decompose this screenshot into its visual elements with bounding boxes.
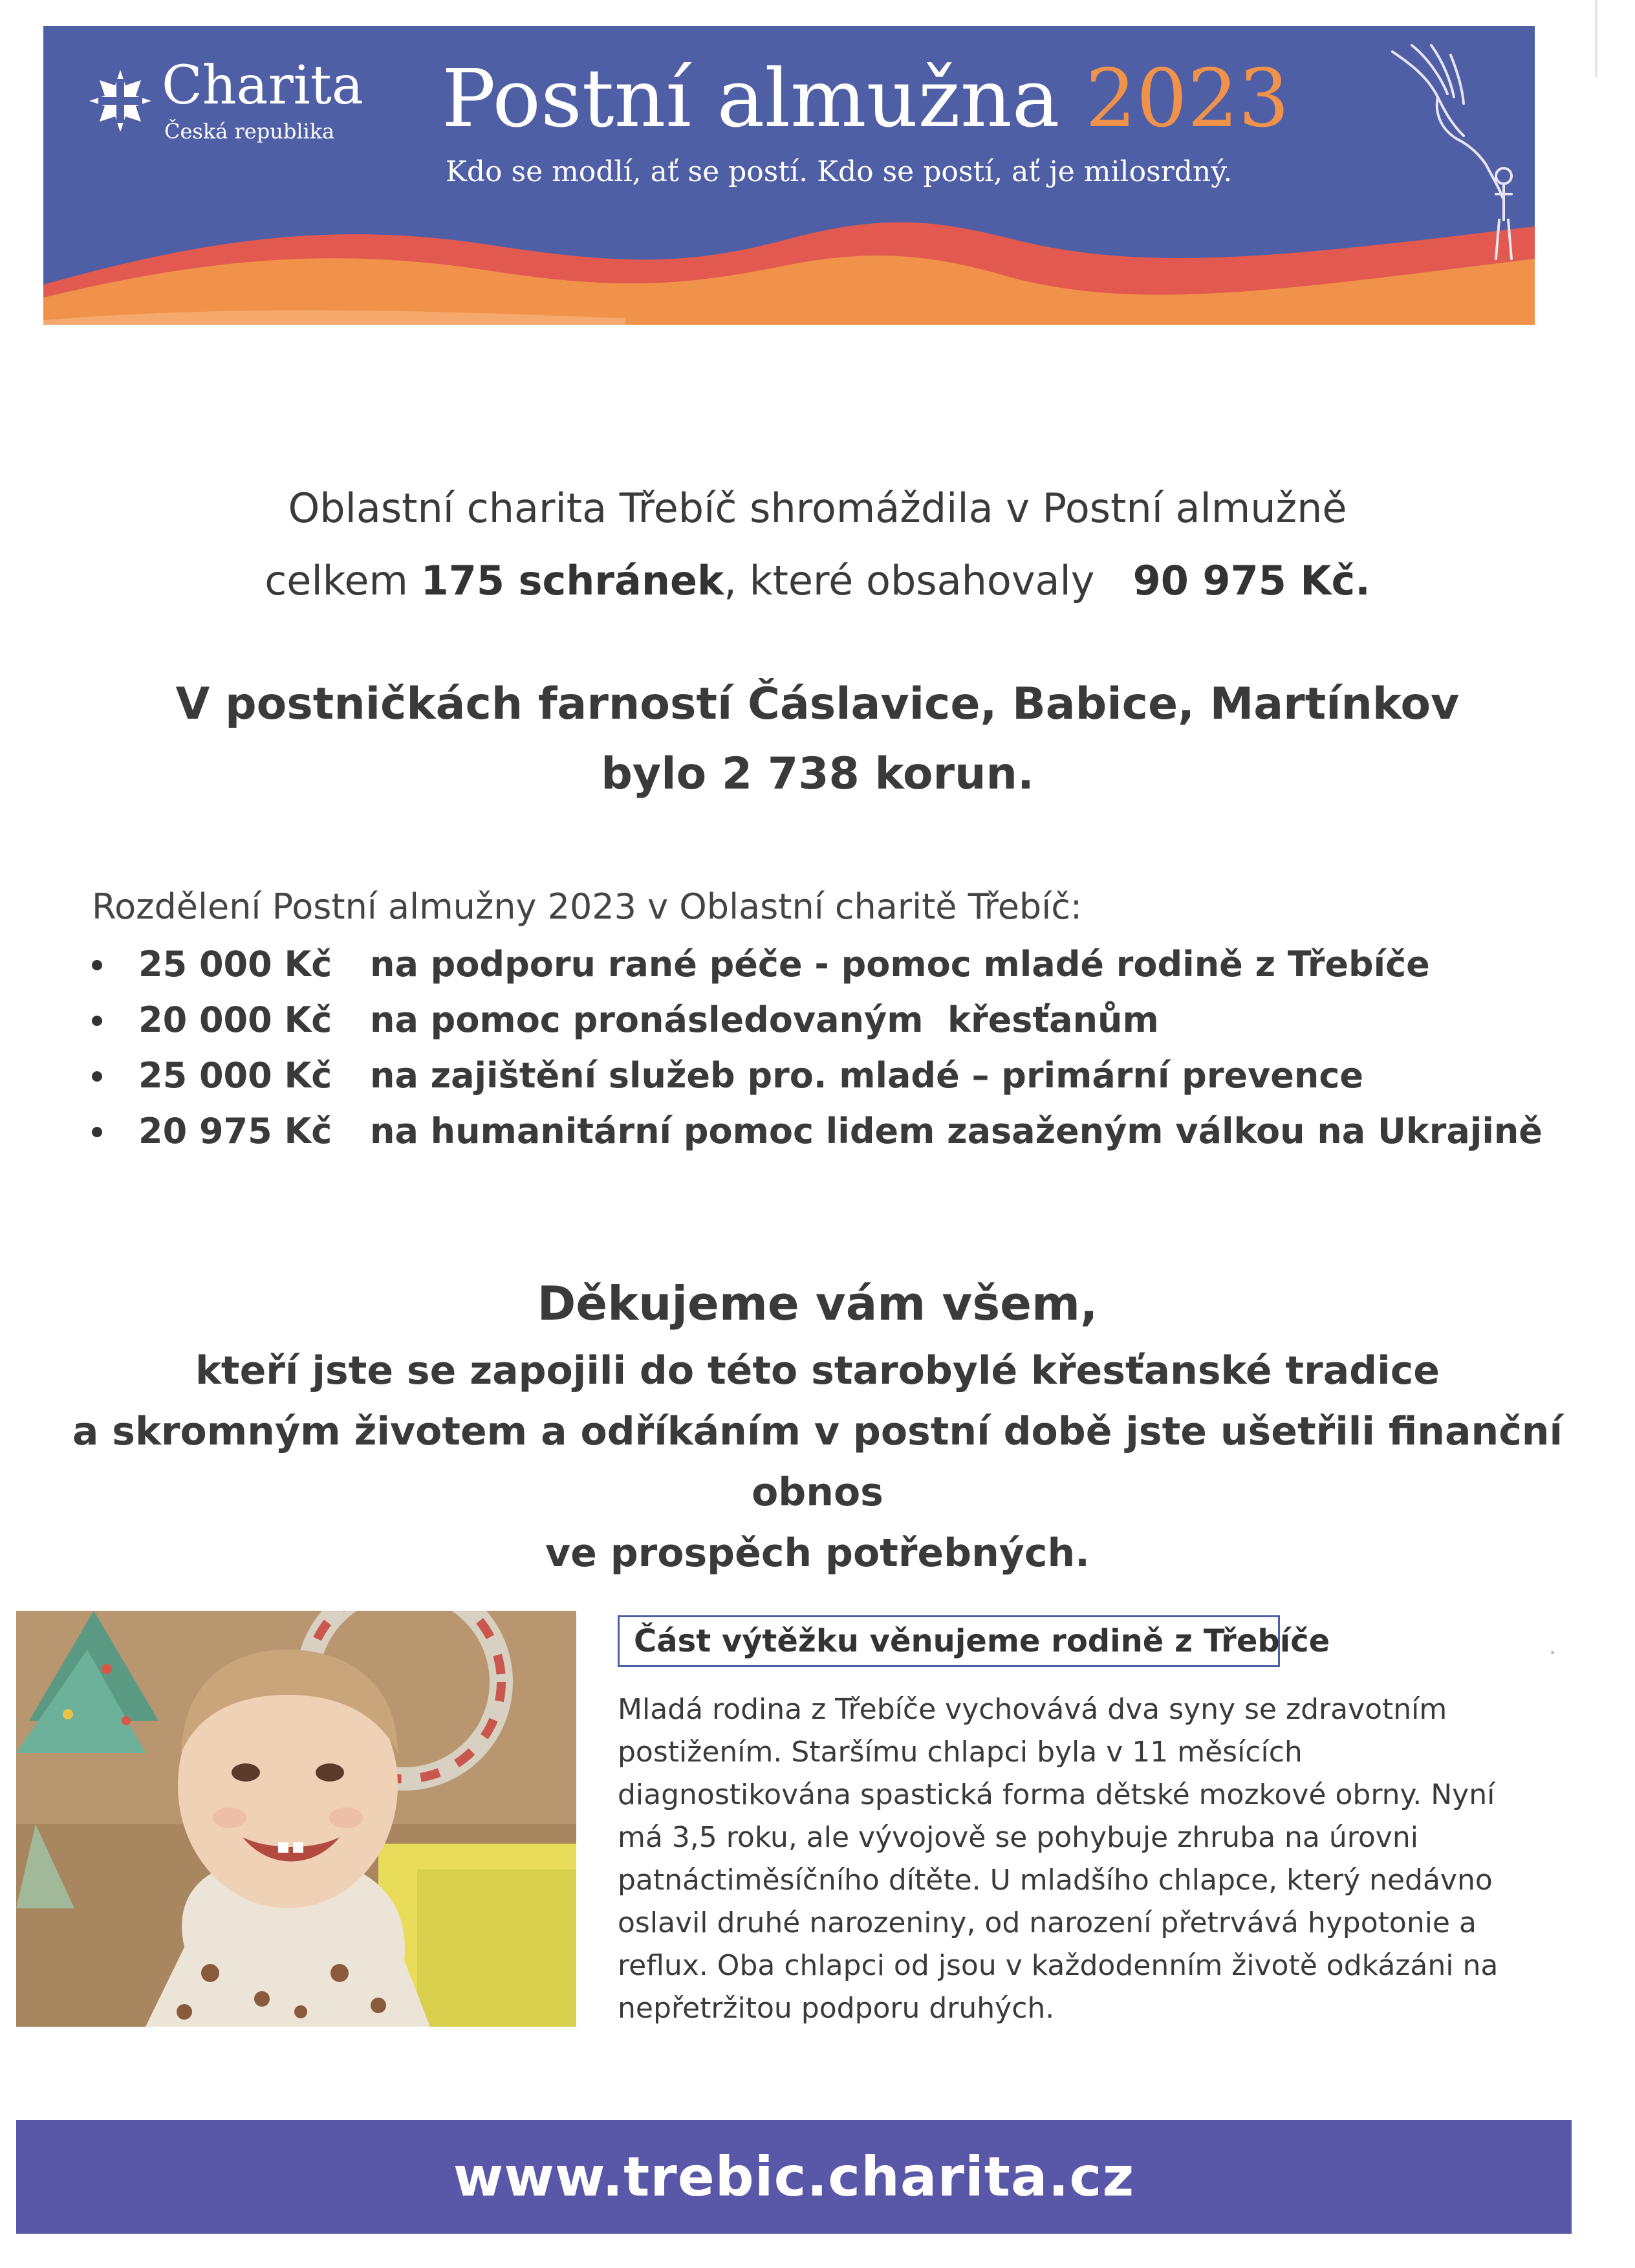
charita-cross-icon bbox=[85, 66, 155, 136]
bullet-icon bbox=[92, 1016, 102, 1026]
story-line: nepřetržitou podporu druhých. bbox=[618, 1992, 1055, 2025]
distribution-amount: 20 975 Kč bbox=[138, 1111, 332, 1151]
distribution-amount: 20 000 Kč bbox=[138, 999, 332, 1040]
intro-line-2-mid: , které obsahovaly bbox=[724, 557, 1133, 604]
intro-line-2 bbox=[0, 545, 1635, 617]
banner-title bbox=[442, 52, 1290, 146]
child-photo-illustration bbox=[16, 1611, 576, 2027]
thanks-line-3: ve prospěch potřebných. bbox=[545, 1531, 1090, 1576]
logo-subtitle: Česká republika bbox=[164, 119, 335, 144]
bullet-icon bbox=[92, 1071, 102, 1082]
bullet-icon bbox=[92, 1127, 102, 1137]
thanks-line-1: kteří jste se zapojili do této starobylé křesťanské tradice bbox=[195, 1348, 1440, 1393]
scan-dot bbox=[1551, 1651, 1554, 1654]
story-text bbox=[618, 1688, 1523, 2030]
scan-edge-mark bbox=[1595, 0, 1597, 78]
story-line: patnáctiměsíčního dítěte. U mladšího chlapce, který nedávno bbox=[618, 1864, 1493, 1897]
intro-line-2-pre: celkem bbox=[265, 557, 421, 604]
story-title: Část výtěžku věnujeme rodině z Třebíče bbox=[618, 1615, 1280, 1667]
distribution-purpose: na pomoc pronásledovaným křesťanům bbox=[370, 999, 1159, 1040]
charita-logo bbox=[85, 55, 363, 163]
footer-banner bbox=[16, 2120, 1572, 2234]
distribution-title: Rozdělení Postní almužny 2023 v Oblastní charitě Třebíč: bbox=[92, 886, 1083, 927]
banner-title-year: 2023 bbox=[1085, 52, 1290, 146]
banner-motto: Kdo se modlí, ať se postí. Kdo se postí, ať je milosrdný. bbox=[446, 155, 1233, 188]
distribution-purpose: na zajištění služeb pro. mladé – primární prevence bbox=[370, 1055, 1363, 1096]
banner-title-main: Postní almužna bbox=[442, 52, 1086, 146]
story-line: má 3,5 roku, ale vývojově se pohybuje zhruba na úrovni bbox=[618, 1821, 1418, 1854]
intro-line-1: Oblastní charita Třebíč shromáždila v Postní almužně bbox=[288, 485, 1347, 532]
story-line: Mladá rodina z Třebíče vychovává dva syny se zdravotním bbox=[618, 1693, 1447, 1726]
hand-illustration-icon bbox=[1367, 26, 1535, 291]
postnicky-line-2: bylo 2 738 korun. bbox=[601, 748, 1034, 800]
distribution-purpose: na humanitární pomoc lidem zasaženým válkou na Ukrajině bbox=[370, 1111, 1543, 1151]
thanks-text bbox=[0, 1340, 1635, 1584]
logo-name: Charita bbox=[162, 55, 363, 116]
postnicky-line-1: V postničkách farností Čáslavice, Babice, Martínkov bbox=[175, 679, 1460, 730]
intro-box-count: 175 schránek bbox=[420, 557, 724, 604]
child-photo bbox=[16, 1611, 576, 2027]
thanks-line-2: a skromným životem a odříkáním v postní době jste ušetřili finanční obnos bbox=[72, 1409, 1563, 1515]
distribution-purpose: na podporu rané péče - pomoc mladé rodině z Třebíče bbox=[370, 944, 1430, 985]
story-line: postižením. Staršímu chlapci byla v 11 měsících bbox=[618, 1736, 1303, 1769]
footer-website-link[interactable]: www.trebic.charita.cz bbox=[453, 2145, 1135, 2208]
intro-total-amount: 90 975 Kč. bbox=[1132, 557, 1370, 604]
postnicky-text bbox=[0, 670, 1635, 809]
story-line: oslavil druhé narozeniny, od narození přetrvává hypotonie a bbox=[618, 1906, 1477, 1939]
distribution-amount: 25 000 Kč bbox=[138, 944, 332, 985]
intro-text bbox=[0, 472, 1635, 617]
story-line: reflux. Oba chlapci od jsou v každodenním životě odkázáni na bbox=[618, 1949, 1499, 1982]
thanks-heading: Děkujeme vám všem, bbox=[537, 1276, 1098, 1331]
story-line: diagnostikována spastická forma dětské mozkové obrny. Nyní bbox=[618, 1778, 1495, 1811]
bullet-icon bbox=[92, 960, 102, 970]
header-banner bbox=[43, 26, 1535, 325]
distribution-amount: 25 000 Kč bbox=[138, 1055, 332, 1096]
